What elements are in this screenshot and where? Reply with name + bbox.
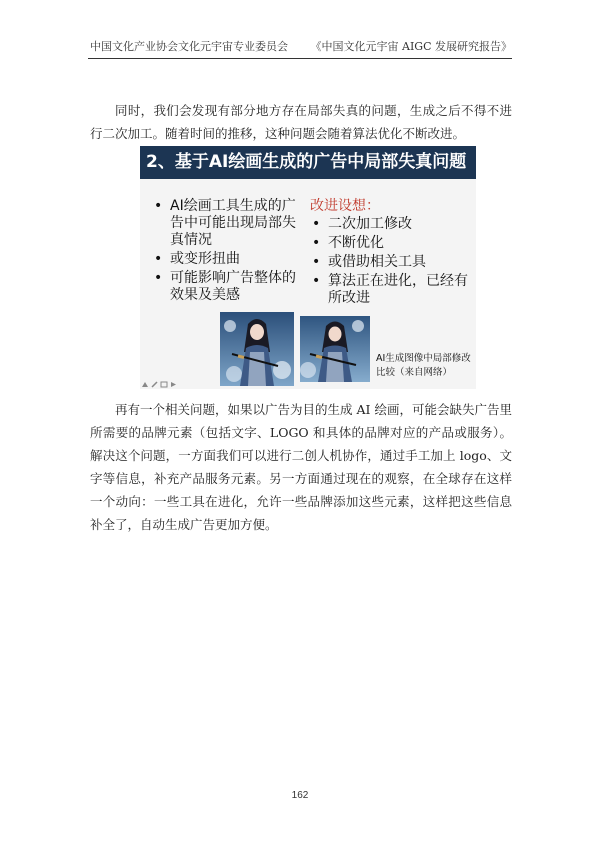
slide-right-column [310,198,470,309]
bullet-icon: • [312,254,321,270]
bullet-icon: • [154,270,163,286]
improvement-title: 改进设想： [310,198,380,214]
bullet-icon: • [312,273,321,289]
bullet-text: 二次加工修改 [328,216,412,232]
bullet-text: 或借助相关工具 [328,254,426,270]
slide-left-column [152,198,302,306]
slide-right-bullet [310,216,470,233]
slide-right-bullet [310,273,470,307]
slide-right-bullet [310,254,470,271]
bullet-text: AI绘画工具生成的广告中可能出现局部失真情况 [170,198,296,248]
slide-toolbar [140,380,186,389]
slide-left-bullet [152,251,302,268]
body-paragraph-2: 再有一个相关问题，如果以广告为目的生成 AI 绘画，可能会缺失广告里所需要的品牌元素（包括文字、LOGO 和具体的品牌对应的产品或服务）。解决这个问题，一方面我们可以进行二创人机协作，通过手工加上 logo、文字等信息，补充产品服务元素。另一方面通过现在的观察，在全球存在这样一个动向：一些工具在进化，允许一些品牌添加这些元素，这样把这些信息补全了，自动生成广告更加方便。 [90,402,512,532]
slide-figure [140,146,476,389]
bullet-text: 不断优化 [328,235,384,251]
prev-arrow-icon [142,382,148,387]
bullet-text: 或变形扭曲 [170,251,240,267]
ai-generated-image-modified [300,316,370,382]
ai-generated-image-original [220,312,294,386]
image-caption: AI生成图像中局部修改比较（来自网络） [376,353,471,378]
bullet-icon: • [154,251,163,267]
slide-title: 2、基于AI绘画生成的广告中局部失真问题 [140,146,476,179]
slides-icon [161,382,167,387]
page-number: 162 [291,790,309,801]
header-right-text: 《中国文化元宇宙 AIGC 发展研究报告》 [310,40,512,53]
bullet-icon: • [312,216,321,232]
bullet-icon: • [312,235,321,251]
page-header [88,38,512,56]
slide-left-bullet [152,270,302,304]
body-paragraph-1: 同时，我们会发现有部分地方存在局部失真的问题，生成之后不得不进行二次加工。随着时间的推移，这种问题会随着算法优化不断改进。 [90,103,512,141]
slide-right-bullet [310,235,470,252]
next-arrow-icon [171,382,176,387]
bullet-icon: • [154,198,163,214]
header-rule [88,58,512,59]
slide-left-bullet [152,198,302,249]
bullet-text: 可能影响广告整体的效果及美感 [170,270,296,303]
pen-icon [152,382,157,387]
bullet-text: 算法正在进化，已经有所改进 [328,273,468,306]
header-left-text: 中国文化产业协会文化元宇宙专业委员会 [90,40,288,53]
